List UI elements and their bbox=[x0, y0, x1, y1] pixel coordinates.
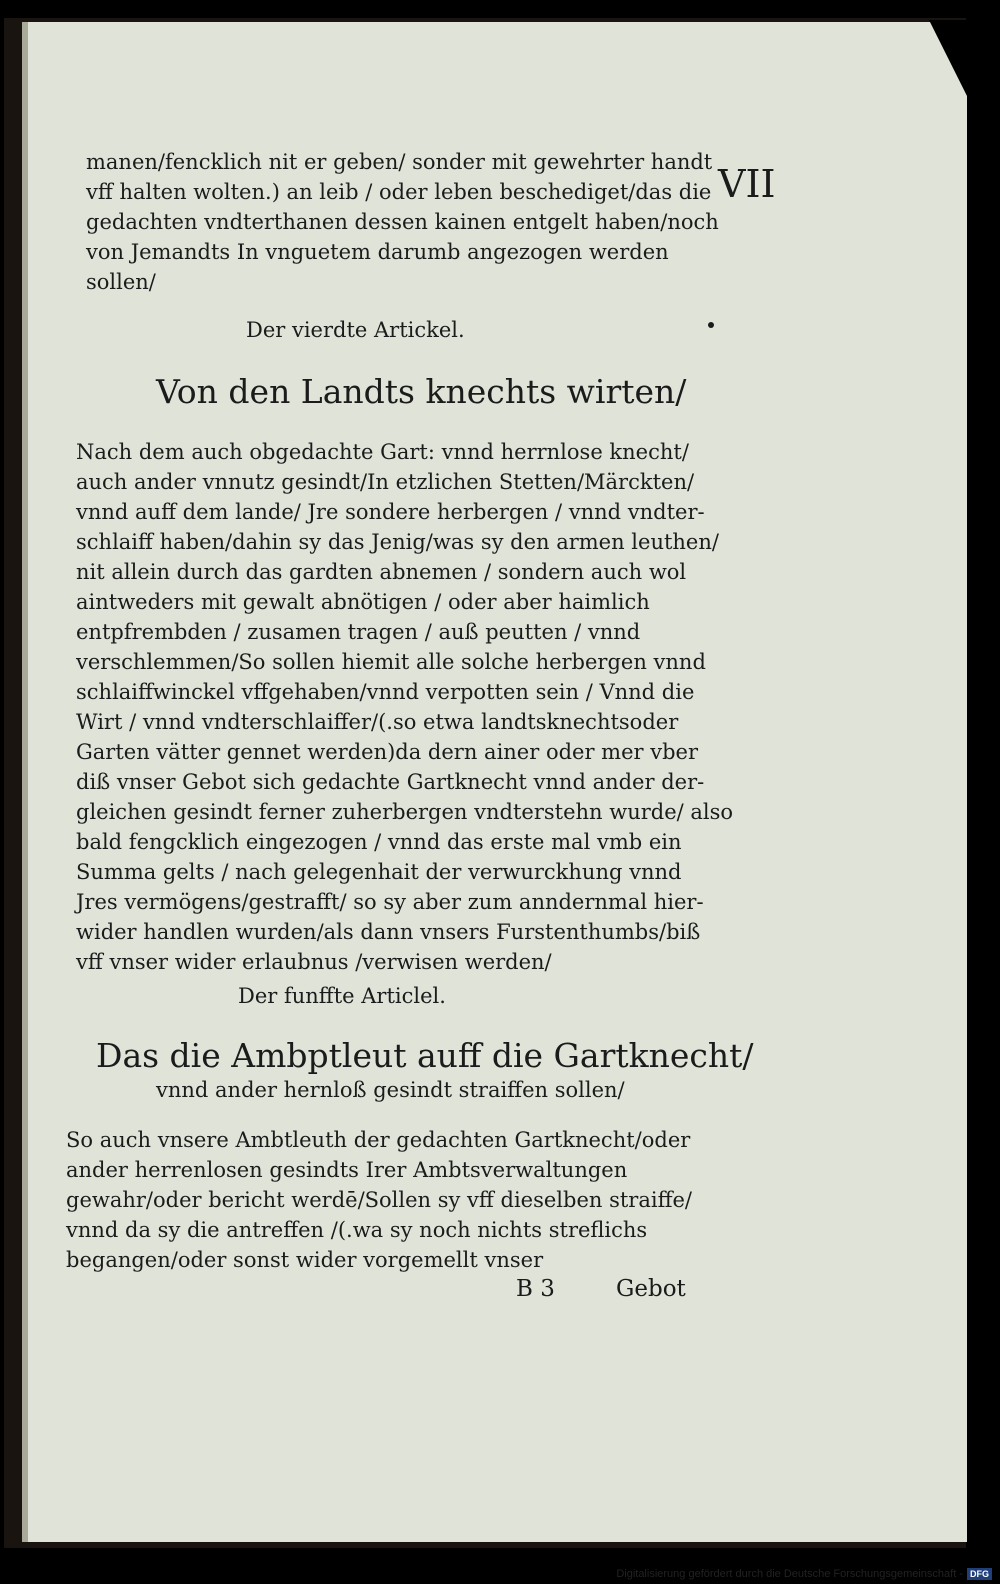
dfg-logo: DFG bbox=[967, 1568, 992, 1580]
text-line: Summa gelts / nach gelegenhait der verwurckhung vnnd bbox=[76, 860, 682, 884]
torn-corner bbox=[929, 20, 969, 100]
text-line: Wirt / vnnd vndterschlaiffer/(.so etwa landtsknechtsoder bbox=[76, 710, 679, 734]
text-line: wider handlen wurden/als dann vnsers Furstenthumbs/biß bbox=[76, 920, 701, 944]
article-5-title-line-2: vnnd ander hernloß gesindt straiffen sollen/ bbox=[156, 1078, 625, 1102]
text-line: aintweders mit gewalt abnötigen / oder aber haimlich bbox=[76, 590, 650, 614]
text-line: bald fengcklich eingezogen / vnnd das erste mal vmb ein bbox=[76, 830, 682, 854]
text-line: manen/fencklich nit er geben/ sonder mit gewehrter handt bbox=[86, 150, 713, 174]
article-4-label: Der vierdte Artickel. bbox=[246, 318, 465, 342]
text-line: auch ander vnnutz gesindt/In etzlichen Stetten/Märckten/ bbox=[76, 470, 695, 494]
document-page bbox=[22, 22, 967, 1542]
signature-mark: B 3 bbox=[516, 1276, 555, 1302]
text-line: verschlemmen/So sollen hiemit alle solche herbergen vnnd bbox=[76, 650, 706, 674]
text-line: entpfrembden / zusamen tragen / auß peutten / vnnd bbox=[76, 620, 641, 644]
text-line: vnnd da sy die antreffen /(.wa sy noch nichts streflichs bbox=[66, 1218, 648, 1242]
text-line: schlaiff haben/dahin sy das Jenig/was sy den armen leuthen/ bbox=[76, 530, 719, 554]
text-line: gedachten vndterthanen dessen kainen entgelt haben/noch bbox=[86, 210, 719, 234]
folio-number: VII bbox=[718, 162, 776, 206]
ink-dot bbox=[708, 322, 714, 328]
text-line: gleichen gesindt ferner zuherbergen vndterstehn wurde/ also bbox=[76, 800, 734, 824]
text-line: ander herrenlosen gesindts Irer Ambtsverwaltungen bbox=[66, 1158, 628, 1182]
text-line: sollen/ bbox=[86, 270, 156, 294]
catchword: Gebot bbox=[616, 1276, 686, 1302]
article-4-title: Von den Landts knechts wirten/ bbox=[156, 372, 687, 411]
text-line: vff vnser wider erlaubnus /verwisen werden/ bbox=[76, 950, 552, 974]
article-5-title-line-1: Das die Ambptleut auff die Gartknecht/ bbox=[96, 1036, 754, 1075]
text-line: diß vnser Gebot sich gedachte Gartknecht vnnd ander der- bbox=[76, 770, 705, 794]
text-line: gewahr/oder bericht werdē/Sollen sy vff dieselben straiffe/ bbox=[66, 1188, 693, 1212]
text-line: vnnd auff dem lande/ Jre sondere herbergen / vnnd vndter- bbox=[76, 500, 705, 524]
text-line: Garten vätter gennet werden)da dern ainer oder mer vber bbox=[76, 740, 699, 764]
text-line: begangen/oder sonst wider vorgemellt vnser bbox=[66, 1248, 544, 1272]
text-line: von Jemandts In vnguetem darumb angezogen werden bbox=[86, 240, 669, 264]
text-line: Jres vermögens/gestrafft/ so sy aber zum anndernmal hier- bbox=[76, 890, 704, 914]
footer-credit bbox=[616, 1568, 992, 1580]
text-line: So auch vnsere Ambtleuth der gedachten Gartknecht/oder bbox=[66, 1128, 691, 1152]
text-line: Nach dem auch obgedachte Gart: vnnd herrnlose knecht/ bbox=[76, 440, 689, 464]
text-line: vff halten wolten.) an leib / oder leben beschediget/das die bbox=[86, 180, 712, 204]
footer-text: Digitalisierung gefördert durch die Deutsche Forschungsgemeinschaft - bbox=[616, 1568, 963, 1580]
text-line: nit allein durch das gardten abnemen / sondern auch wol bbox=[76, 560, 687, 584]
text-line: schlaiffwinckel vffgehaben/vnnd verpotten sein / Vnnd die bbox=[76, 680, 695, 704]
article-5-label: Der funffte Articlel. bbox=[238, 984, 446, 1008]
